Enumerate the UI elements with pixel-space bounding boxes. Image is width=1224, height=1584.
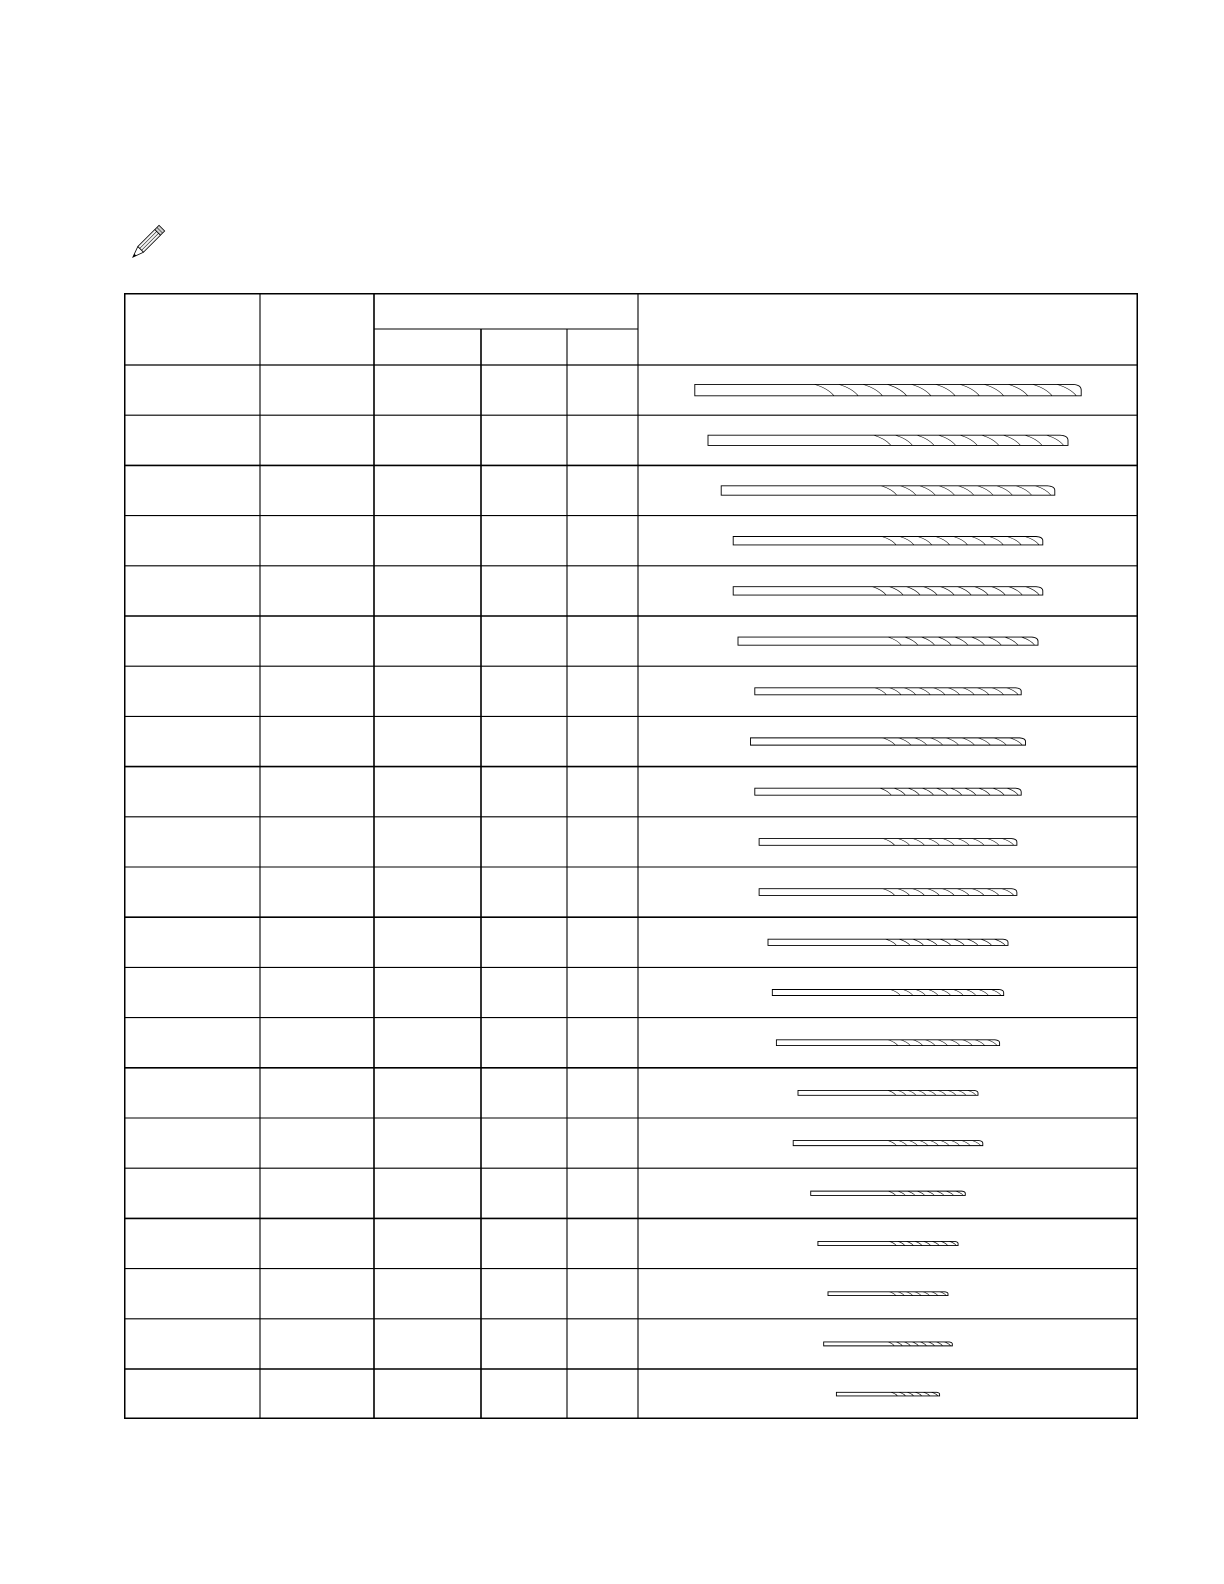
table-rows <box>695 384 1081 1396</box>
drill-bit <box>811 1191 966 1195</box>
table-row <box>818 1241 958 1245</box>
drill-bit <box>818 1241 958 1245</box>
drill-bit <box>738 637 1038 645</box>
drill-bit-outline <box>836 1392 939 1396</box>
drill-bit <box>828 1292 948 1296</box>
drill-bit <box>750 738 1025 745</box>
drill-bit-outline <box>733 536 1043 544</box>
table-row <box>733 587 1043 595</box>
drill-bit <box>721 486 1055 495</box>
table-row <box>793 1141 983 1146</box>
table-row <box>759 889 1017 896</box>
drill-bit-outline <box>811 1191 966 1195</box>
drill-bit-outline <box>776 1040 999 1046</box>
drill-bit <box>695 384 1081 395</box>
drill-bit <box>708 435 1068 445</box>
table-row <box>695 384 1081 395</box>
drill-bit <box>772 989 1003 995</box>
drill-bit-outline <box>708 435 1068 445</box>
drill-bit <box>793 1141 983 1146</box>
drill-bit-outline <box>824 1342 953 1346</box>
drill-bit <box>755 788 1021 795</box>
drill-bit-outline <box>750 738 1025 745</box>
drill-bit-outline <box>759 889 1017 896</box>
table-row <box>824 1342 953 1346</box>
drill-bit-outline <box>733 587 1043 595</box>
pencil-icon <box>126 222 168 264</box>
table-row <box>798 1090 978 1095</box>
table-row <box>828 1292 948 1296</box>
table-row <box>708 435 1068 445</box>
table-grid <box>124 293 1138 1419</box>
drill-bit <box>768 939 1008 945</box>
table-row <box>721 486 1055 495</box>
drill-bit <box>798 1090 978 1095</box>
drill-bit-table <box>124 293 1138 1419</box>
drill-bit-outline <box>755 688 1021 695</box>
table-row <box>755 688 1021 695</box>
drill-bit <box>759 889 1017 896</box>
table-row <box>836 1392 939 1396</box>
drill-bit-outline <box>793 1141 983 1146</box>
table-row <box>759 839 1017 846</box>
drill-bit <box>836 1392 939 1396</box>
drill-bit <box>733 587 1043 595</box>
table-row <box>768 939 1008 945</box>
table-row <box>750 738 1025 745</box>
drill-bit-outline <box>738 637 1038 645</box>
table-row <box>755 788 1021 795</box>
drill-bit-outline <box>759 839 1017 846</box>
drill-bit <box>824 1342 953 1346</box>
table-row <box>776 1040 999 1046</box>
drill-bit <box>759 839 1017 846</box>
drill-bit <box>733 536 1043 544</box>
drill-bit-outline <box>721 486 1055 495</box>
table-row <box>738 637 1038 645</box>
table-row <box>772 989 1003 995</box>
drill-bit-outline <box>828 1292 948 1296</box>
drill-bit <box>776 1040 999 1046</box>
table-border <box>125 294 1138 1419</box>
table-row <box>733 536 1043 544</box>
drill-bit <box>755 688 1021 695</box>
drill-bit-outline <box>695 384 1081 395</box>
drill-bit-outline <box>798 1090 978 1095</box>
table-row <box>811 1191 966 1195</box>
